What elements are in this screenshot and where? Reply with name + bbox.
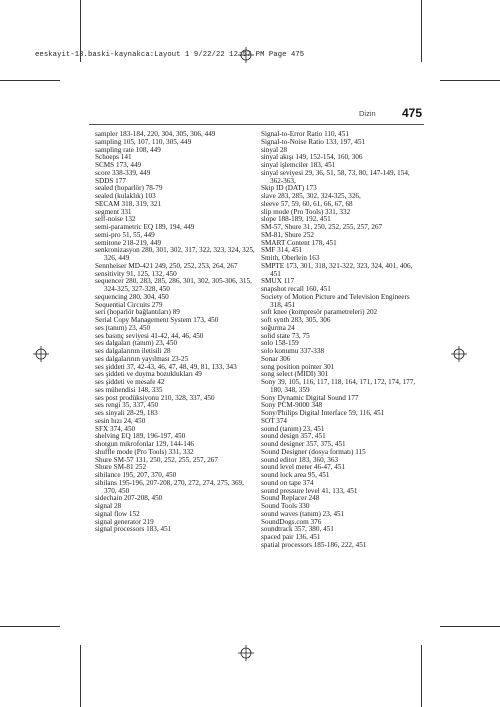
index-entry: SoundDogs.com 376: [261, 517, 322, 526]
registration-mark-left-icon: [33, 346, 49, 362]
index-entry: sound on tape 374: [261, 478, 314, 487]
index-entry: Sony PCM-9000 348: [261, 401, 323, 410]
index-entry: ses dalgalarının yayılması 23-25: [95, 354, 189, 363]
index-entry: ses şiddeti 37, 42-43, 46, 47, 48, 49, 81, 133, 343: [95, 362, 237, 371]
index-entry: seri (hoparlör bağlantıları) 89: [95, 308, 180, 317]
index-entry: solid state 73, 75: [261, 331, 310, 340]
index-entry: soundtrack 357, 380, 451: [261, 525, 334, 534]
printer-slug-line: eeskayit-13.baski-kaynakca:Layout 1 9/22/22 12:57 PM Page 475: [35, 51, 305, 59]
index-entry: Serial Copy Management System 173, 450: [95, 316, 219, 324]
index-entry: slip mode (Pro Tools) 331, 332: [261, 207, 351, 216]
index-entry: Society of Motion Picture and Television Engineers 318, 451: [261, 292, 410, 309]
index-entry: ses basınç seviyesi 41-42, 44, 46, 450: [95, 331, 204, 340]
index-entry: SMPTE 173, 301, 318, 321-322, 323, 324, 401, 406, 451: [261, 261, 413, 278]
index-entry: sound pressure level 41, 133, 451: [261, 486, 358, 495]
index-entry: sequencer 280, 283, 285, 286, 301, 302, 305-306, 315, 324-325, 327-328, 450: [95, 277, 252, 293]
index-entry: sound design 357, 451: [261, 432, 326, 441]
index-entry: shotgun mikrofonlar 129, 144-146: [95, 440, 195, 448]
index-entry: Smith, Oberlein 163: [261, 254, 320, 262]
index-entry: score 338-339, 449: [95, 168, 151, 177]
index-entry: sound lock area 95, 451: [261, 471, 330, 479]
index-entry: SMF 314, 451: [261, 246, 303, 255]
index-entry: SM-57, Shure 31, 250, 252, 255, 257, 267: [261, 223, 383, 231]
index-entry: sesin hızı 24, 450: [95, 416, 146, 425]
index-entry: Signal-to-Error Ratio 110, 451: [261, 130, 349, 138]
index-entry: Sony 39, 105, 116, 117, 118, 164, 171, 172, 174, 177, 180, 348, 359: [261, 378, 416, 394]
index-entry: sensitivity 91, 125, 132, 450: [95, 269, 177, 278]
index-entry: solo konumu 337-338: [261, 347, 325, 355]
index-entry: sibilance 195, 207, 370, 450: [95, 471, 177, 479]
index-column-left: [95, 131, 257, 534]
index-entry: sound (tanım) 23, 451: [261, 424, 325, 433]
index-entry: sound level meter 46-47, 451: [261, 463, 346, 472]
index-entry: sealed (kulaklık) 103: [95, 192, 156, 200]
index-entry: SCMS 173, 449: [95, 161, 142, 169]
index-entry: SFX 374, 450: [95, 424, 136, 433]
index-entry: ses (tanım) 23, 450: [95, 323, 151, 332]
index-entry: Shure SM-57 131, 250, 252, 255, 257, 267: [95, 455, 218, 464]
header-rule: [89, 124, 424, 125]
index-entry: song select (MIDI) 301: [261, 370, 329, 379]
index-entry: Sonar 306: [261, 354, 291, 363]
index-entry: soğurma 24: [261, 323, 295, 332]
index-entry: shelving EQ 189, 196-197, 450: [95, 432, 186, 441]
index-entry: sampling rate 108, 449: [95, 145, 161, 154]
index-entry: sound waves (tanım) 23, 451: [261, 509, 345, 518]
index-entry: self-noise 132: [95, 215, 136, 224]
index-entry: senkronizasyon 280, 301, 302, 317, 322, 323, 324, 325, 326, 449: [95, 246, 255, 262]
index-entry: Skip ID (DAT) 173: [261, 184, 317, 193]
index-entry: soft knee (kompresör parametreleri) 202: [261, 308, 378, 317]
index-entry: song position pointer 301: [261, 362, 335, 371]
index-entry: ses dalgalarının iletisili 28: [95, 347, 171, 355]
index-entry: ses mühendisi 148, 335: [95, 385, 163, 394]
crop-mark-bottom-right-vertical: [421, 645, 422, 707]
crop-mark-bottom-left-horizontal: [0, 626, 60, 627]
index-entry: Schoeps 141: [95, 153, 132, 162]
index-entry: SOT 374: [261, 416, 288, 425]
crop-mark-top-right-vertical: [421, 0, 422, 62]
index-entry: sound editor 183, 360, 363: [261, 455, 339, 464]
index-entry: Sennheiser MD-421 249, 250, 252, 253, 264, 267: [95, 261, 238, 270]
index-entry: signal 28: [95, 502, 122, 510]
index-entry: SMART Content 178, 451: [261, 238, 337, 247]
index-entry: sealed (hoparlör) 78-79: [95, 184, 163, 193]
index-entry: Sound Tools 330: [261, 502, 310, 510]
index-entry: sequencing 280, 304, 450: [95, 292, 169, 301]
index-entry: ses şiddeti ve duyma bozuklukları 49: [95, 370, 202, 379]
index-entry: Sound Replacer 248: [261, 494, 320, 503]
index-entry: ses şiddeti ve mesafe 42: [95, 378, 165, 386]
crop-mark-top-right-horizontal: [440, 80, 500, 81]
crop-mark-bottom-left-vertical: [80, 645, 81, 707]
index-entry: sinyal 28: [261, 145, 288, 154]
index-entry: ses dalgaları (tanım) 23, 450: [95, 339, 178, 348]
index-entry: SM-81, Shure 252: [261, 230, 314, 239]
crop-mark-bottom-right-horizontal: [440, 626, 500, 627]
index-entry: Sony/Philips Digital Interface 59, 116, 451: [261, 409, 385, 417]
index-entry: spaced pair 136, 451: [261, 533, 321, 541]
index-entry: semi-pro 51, 55, 449: [95, 230, 155, 239]
index-entry: ses sinyali 28-29, 183: [95, 409, 158, 417]
index-entry: sidechain 207-208, 450: [95, 494, 163, 503]
index-entry: sinyal akışı 149, 152-154, 160, 306: [261, 153, 363, 162]
crop-mark-top-left-vertical: [80, 0, 81, 62]
index-entry: snapshot recall 160, 451: [261, 285, 331, 293]
index-entry: semitone 218-219, 449: [95, 238, 162, 247]
index-entry: SECAM 318, 319, 321: [95, 199, 162, 208]
index-entry: ses rengi 35, 337, 450: [95, 401, 159, 410]
index-entry: sinyal seviyesi 29, 36, 51, 58, 73, 80, 147-149, 154, 362-363,: [261, 168, 410, 185]
index-entry: Shure SM-81 252: [95, 463, 147, 472]
index-entry: spatial processors 185-186, 222, 451: [261, 540, 367, 549]
index-entry: Sequential Circuits 279: [95, 300, 163, 309]
index-entry: sibilans 195-196, 207-208, 270, 272, 274, 275, 369, 370, 450: [95, 478, 244, 495]
registration-mark-bottom-icon: [238, 645, 254, 661]
registration-mark-top-icon: [238, 47, 254, 63]
crop-mark-top-left-horizontal: [0, 80, 60, 81]
index-entry: slave 283, 285, 302, 324-325, 326,: [261, 192, 361, 200]
index-entry: Sound Designer (dosya formatı) 115: [261, 447, 366, 456]
index-entry: signal generator 219: [95, 517, 154, 526]
index-entry: soft synth 283, 305, 306: [261, 316, 331, 324]
index-entry: segment 331: [95, 207, 132, 216]
index-entry: sleeve 57, 59, 60, 61, 66, 67, 68: [261, 199, 353, 208]
index-entry: semi-parametric EQ 189, 194, 449: [95, 223, 195, 231]
index-entry: Signal-to-Noise Ratio 133, 197, 451: [261, 137, 366, 146]
index-entry: signal processors 183, 451: [95, 525, 172, 534]
index-entry: solo 158-159: [261, 339, 299, 348]
index-entry: slope 188-189, 192, 451: [261, 215, 331, 224]
index-entry: signal flow 152: [95, 509, 140, 518]
index-entry: sampler 183-184, 220, 304, 305, 306, 449: [95, 130, 216, 138]
index-entry: ses post prodüksiyonu 210, 328, 337, 450: [95, 393, 215, 402]
index-entry: sound designer 357, 375, 451: [261, 440, 346, 448]
index-entry: sinyal işlemciler 183, 451: [261, 161, 336, 169]
index-entry: shuffle mode (Pro Tools) 331, 332: [95, 447, 194, 456]
index-entry: SDDS 177: [95, 176, 126, 185]
index-entry: SMUX 117: [261, 277, 295, 286]
running-header-title: Dizin: [359, 109, 376, 118]
page-number: 475: [402, 106, 423, 120]
index-column-right: [261, 131, 423, 550]
index-entry: Sony Dynamic Digital Sound 177: [261, 393, 359, 402]
index-entry: sampling 105, 107, 110, 305, 449: [95, 137, 192, 146]
registration-mark-right-icon: [451, 346, 467, 362]
